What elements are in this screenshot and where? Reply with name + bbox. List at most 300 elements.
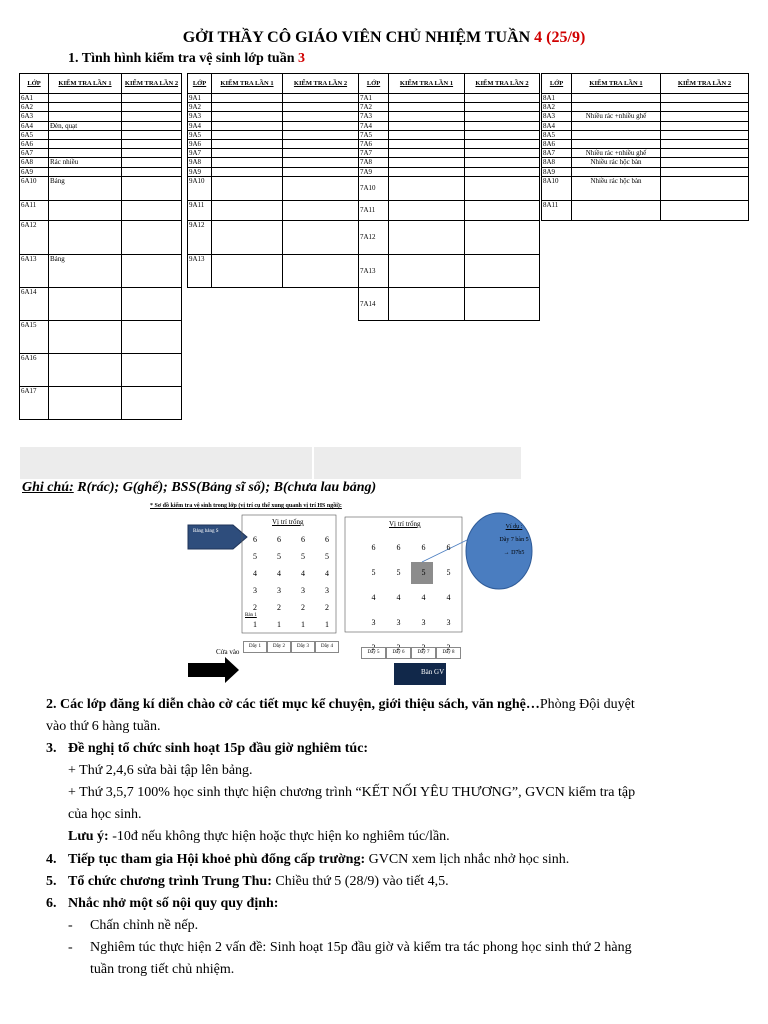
cell-lan2: [122, 158, 182, 167]
item-3-num: 3.: [46, 741, 57, 756]
item-2-rest: Phòng Đội duyệt: [539, 697, 635, 712]
table-row: [188, 139, 359, 148]
header-lop: LỚP: [188, 74, 212, 94]
item-6-b: Nghiêm túc thực hiện 2 vấn đề: Sinh hoạt 15p đầu giờ và kiểm tra tác phong học sinh thứ 2 hàng: [90, 940, 632, 955]
cell-lop: 8A9: [542, 167, 572, 176]
item-6-b2: tuần trong tiết chủ nhiệm.: [90, 962, 235, 977]
table-row: [188, 149, 359, 158]
cell-lan2: [122, 287, 182, 320]
cell-lan1: [212, 158, 283, 167]
seat-number: 3: [277, 586, 281, 595]
cell-lop: 9A7: [188, 149, 212, 158]
cell-lan2: [122, 139, 182, 148]
cell-lan2: [283, 103, 359, 112]
cell-lop: 9A9: [188, 167, 212, 176]
cell-lop: 9A1: [188, 94, 212, 103]
cell-lop: 8A1: [542, 94, 572, 103]
cell-lop: 6A10: [20, 176, 49, 200]
cell-lan2: [661, 121, 749, 130]
title-text: GỞI THẦY CÔ GIÁO VIÊN CHỦ NHIỆM TUẦN: [182, 29, 531, 46]
seat-number: 4: [277, 569, 281, 578]
seat-number: 5: [253, 552, 257, 561]
item-5-bold: Tổ chức chương trình Trung Thu:: [68, 874, 272, 889]
item-3-b: + Thứ 3,5,7 100% học sinh thực hiện chương trình “KẾT NỐI YÊU THƯƠNG”, GVCN kiểm tra tập: [68, 785, 636, 800]
table-row: [188, 158, 359, 167]
diagram-caption: * Sơ đồ kiểm tra vệ sinh trong lớp (vị trí cụ thể xung quanh vị trí HS ngồi):: [150, 503, 342, 509]
cell-lan1: [49, 320, 122, 353]
cell-lop: 6A7: [20, 149, 49, 158]
cell-lan1: [49, 386, 122, 419]
table-row: [20, 254, 182, 287]
seat-number: 4: [253, 569, 257, 578]
cell-lan1: [49, 220, 122, 254]
header-lop: LỚP: [20, 74, 49, 94]
seat-number: 5: [421, 568, 426, 577]
table-row: [359, 287, 540, 320]
item-4-rest: GVCN xem lịch nhắc nhở học sinh.: [365, 852, 570, 867]
cell-lan2: [465, 158, 540, 167]
hygiene-table-grade6: [19, 73, 182, 420]
cell-lan1: [49, 112, 122, 121]
row-label: Dãy 8: [436, 647, 461, 659]
seat-number: 3: [371, 618, 376, 627]
cell-lan1: [389, 254, 465, 287]
seat-number: 5: [301, 552, 305, 561]
hygiene-table-grade9: [187, 73, 359, 288]
cell-lan1: [49, 149, 122, 158]
cell-lan2: [465, 167, 540, 176]
cell-lan1: [389, 149, 465, 158]
cell-lop: 6A5: [20, 130, 49, 139]
item-4-num: 4.: [46, 852, 57, 867]
cell-lan2: [661, 103, 749, 112]
table-row: [359, 167, 540, 176]
cell-lan1: [572, 200, 661, 220]
table-row: [20, 320, 182, 353]
cell-lan1: Bảng: [49, 254, 122, 287]
seat-number: 5: [396, 568, 401, 577]
row-label: Dãy 4: [315, 641, 339, 653]
gray-divider: [312, 447, 314, 479]
item-6-b-dash: -: [68, 940, 73, 955]
cell-lop: 8A8: [542, 158, 572, 167]
table-row: [359, 200, 540, 220]
table-row: [359, 176, 540, 200]
header-lop: LỚP: [542, 74, 572, 94]
item-4: [46, 849, 569, 871]
row-label: Dãy 5: [361, 647, 386, 659]
table-row: [20, 220, 182, 254]
cell-lan1: [212, 103, 283, 112]
seat-number: 2: [371, 643, 376, 652]
row-label: Dãy 6: [386, 647, 411, 659]
seat-number: 6: [396, 543, 401, 552]
row-label: Dãy 2: [267, 641, 291, 653]
seat-number: 1: [277, 620, 281, 629]
cell-lan1: [572, 167, 661, 176]
cell-lan1: [49, 200, 122, 220]
section1-text: 1. Tình hình kiểm tra vệ sinh lớp tuần: [68, 51, 295, 66]
seat-number: 6: [277, 535, 281, 544]
cell-lan2: [122, 353, 182, 386]
header-lan1: KIỂM TRA LẦN 1: [212, 74, 283, 94]
table-row: [20, 121, 182, 130]
bubble-line1: Dãy 7 bàn 5: [499, 537, 529, 543]
cell-lop: 6A14: [20, 287, 49, 320]
header-lan1: KIỂM TRA LẦN 1: [572, 74, 661, 94]
cell-lan2: [122, 320, 182, 353]
cell-lop: 9A13: [188, 254, 212, 287]
cell-lop: 6A12: [20, 220, 49, 254]
cell-lan1: [212, 167, 283, 176]
table-row: [20, 200, 182, 220]
table-row: [542, 139, 749, 148]
seat-number: 4: [446, 593, 451, 602]
seat-number: 6: [301, 535, 305, 544]
legend-note: [22, 480, 376, 496]
cell-lop: 7A4: [359, 121, 389, 130]
cell-lan1: Nhiều rác +nhiều ghế: [572, 149, 661, 158]
cell-lan2: [465, 103, 540, 112]
cell-lan2: [283, 112, 359, 121]
cell-lop: 7A13: [359, 254, 389, 287]
door-label: Cửa vào: [216, 648, 240, 656]
seat-number: 5: [325, 552, 329, 561]
cell-lop: 8A2: [542, 103, 572, 112]
table-row: [188, 94, 359, 103]
cell-lan2: [465, 220, 540, 254]
seat-number: 1: [253, 620, 257, 629]
cell-lop: 7A8: [359, 158, 389, 167]
cell-lop: 7A1: [359, 94, 389, 103]
cell-lop: 8A5: [542, 130, 572, 139]
gray-bar: [20, 447, 521, 479]
table-row: [359, 112, 540, 121]
cell-lop: 6A15: [20, 320, 49, 353]
cell-lan1: [212, 139, 283, 148]
page-title: [0, 29, 768, 47]
table-row: [542, 130, 749, 139]
cell-lan2: [661, 200, 749, 220]
board-label: Bảng bảng S: [193, 529, 219, 534]
cell-lop: 6A1: [20, 94, 49, 103]
cell-lan1: [572, 130, 661, 139]
seat-number: 6: [446, 543, 451, 552]
cell-lop: 7A6: [359, 139, 389, 148]
table-row: [359, 103, 540, 112]
cell-lop: 7A7: [359, 149, 389, 158]
cell-lan2: [122, 167, 182, 176]
cell-lan1: Nhiều rác hộc bàn: [572, 158, 661, 167]
cell-lan2: [465, 254, 540, 287]
cell-lop: 6A17: [20, 386, 49, 419]
cell-lan1: [572, 121, 661, 130]
cell-lan2: [122, 121, 182, 130]
cell-lan2: [465, 139, 540, 148]
cell-lan2: [661, 94, 749, 103]
cell-lan2: [465, 121, 540, 130]
cell-lan2: [661, 167, 749, 176]
bubble-line2: → D7b5: [503, 550, 525, 556]
cell-lop: 8A11: [542, 200, 572, 220]
cell-lop: 9A11: [188, 200, 212, 220]
cell-lan1: Rác nhiều: [49, 158, 122, 167]
table-row: [359, 220, 540, 254]
cell-lop: 9A2: [188, 103, 212, 112]
cell-lan2: [283, 254, 359, 287]
cell-lan1: [212, 254, 283, 287]
table-row: [20, 386, 182, 419]
section1-heading: [68, 51, 305, 67]
table-row: [20, 167, 182, 176]
bubble-text: [481, 524, 547, 556]
cell-lan2: [283, 158, 359, 167]
cell-lop: 7A14: [359, 287, 389, 320]
cell-lan1: [49, 94, 122, 103]
cell-lan2: [122, 103, 182, 112]
cell-lan1: [389, 167, 465, 176]
table-row: [542, 167, 749, 176]
cell-lan2: [661, 139, 749, 148]
cell-lop: 6A2: [20, 103, 49, 112]
cell-lan2: [122, 254, 182, 287]
row-label: Dãy 1: [243, 641, 267, 653]
seat-number: 4: [325, 569, 329, 578]
cell-lop: 6A8: [20, 158, 49, 167]
cell-lan2: [661, 130, 749, 139]
item-3-bold: Đề nghị tổ chức sinh hoạt 15p đầu giờ nghiêm túc:: [68, 741, 369, 756]
table-row: [188, 176, 359, 200]
cell-lan1: [389, 176, 465, 200]
bubble-title: Ví dụ :: [505, 524, 523, 530]
cell-lan1: Nhiều rác hộc bàn: [572, 176, 661, 200]
cell-lop: 9A10: [188, 176, 212, 200]
header-lan2: KIỂM TRA LẦN 2: [283, 74, 359, 94]
seat-number: 2: [301, 603, 305, 612]
table-row: [20, 158, 182, 167]
seat-number: 2: [396, 643, 401, 652]
item-6-a-dash: -: [68, 918, 73, 933]
cell-lop: 7A12: [359, 220, 389, 254]
seat-number: 6: [371, 543, 376, 552]
cell-lan1: [49, 139, 122, 148]
table-row: [188, 167, 359, 176]
cell-lop: 6A3: [20, 112, 49, 121]
seat-number: 2: [421, 643, 426, 652]
header-lan1: KIỂM TRA LẦN 1: [389, 74, 465, 94]
cell-lan1: [49, 130, 122, 139]
seat-number: 5: [446, 568, 451, 577]
seat-number: 4: [371, 593, 376, 602]
header-lan2: KIỂM TRA LẦN 2: [661, 74, 749, 94]
cell-lan2: [465, 176, 540, 200]
cell-lan2: [122, 112, 182, 121]
cell-lan1: [389, 103, 465, 112]
seat-number: 1: [301, 620, 305, 629]
seat-number: 2: [446, 643, 451, 652]
item-5: [46, 871, 449, 893]
item-3-note: [68, 826, 450, 848]
cell-lop: 9A12: [188, 220, 212, 254]
cell-lop: 8A7: [542, 149, 572, 158]
cell-lan2: [283, 121, 359, 130]
cell-lan2: [122, 130, 182, 139]
cell-lan1: [389, 200, 465, 220]
seat-number: 1: [325, 620, 329, 629]
table-row: [188, 103, 359, 112]
table-row: [359, 121, 540, 130]
cell-lop: 8A6: [542, 139, 572, 148]
cell-lan1: [49, 287, 122, 320]
cell-lan2: [122, 220, 182, 254]
cell-lan1: [572, 103, 661, 112]
item-6-a: Chấn chỉnh nề nếp.: [90, 918, 199, 933]
table-row: [188, 121, 359, 130]
cell-lan2: [465, 200, 540, 220]
cell-lan1: [212, 112, 283, 121]
cell-lan1: [389, 94, 465, 103]
section1-week: 3: [298, 51, 306, 66]
cell-lan2: [283, 200, 359, 220]
cell-lan2: [661, 112, 749, 121]
item-6-num: 6.: [46, 896, 57, 911]
seat-number: 6: [253, 535, 257, 544]
cell-lan1: [212, 130, 283, 139]
cell-lan2: [661, 158, 749, 167]
item-4-bold: Tiếp tục tham gia Hội khoẻ phù đổng cấp trường:: [68, 852, 366, 867]
cell-lan1: [49, 353, 122, 386]
seat-number: 2: [253, 603, 257, 612]
item-5-rest: Chiều thứ 5 (28/9) vào tiết 4,5.: [271, 874, 449, 889]
seat-number: 3: [301, 586, 305, 595]
cell-lan1: Đèn, quạt: [49, 121, 122, 130]
cell-lan2: [465, 112, 540, 121]
table-row: [20, 287, 182, 320]
table-row: [20, 139, 182, 148]
table-row: [542, 200, 749, 220]
cell-lan1: [212, 220, 283, 254]
seat-number: 3: [421, 618, 426, 627]
cell-lan2: [283, 220, 359, 254]
table-row: [20, 149, 182, 158]
seat-number: 3: [325, 586, 329, 595]
door-arrow-icon: [188, 657, 239, 683]
cell-lop: 6A16: [20, 353, 49, 386]
table-row: [542, 121, 749, 130]
seat-number: 3: [396, 618, 401, 627]
row-label: Dãy 7: [411, 647, 436, 659]
cell-lan1: [389, 158, 465, 167]
cell-lan1: [389, 220, 465, 254]
table-row: [542, 94, 749, 103]
seat-number: 2: [325, 603, 329, 612]
table-row: [188, 112, 359, 121]
cell-lan2: [283, 149, 359, 158]
title-week: 4: [534, 29, 543, 46]
cell-lop: 6A9: [20, 167, 49, 176]
item-6-bold: Nhắc nhở một số nội quy quy định:: [68, 896, 279, 911]
cell-lop: 7A10: [359, 176, 389, 200]
cell-lan2: [465, 149, 540, 158]
table-row: [359, 94, 540, 103]
cell-lan1: [389, 130, 465, 139]
seat-number: 3: [253, 586, 257, 595]
cell-lan2: [283, 130, 359, 139]
cell-lan1: [389, 287, 465, 320]
table-row: [542, 158, 749, 167]
item-2-line2: vào thứ 6 hàng tuần.: [46, 719, 161, 734]
row1-label: Bàn 1: [245, 613, 257, 618]
legend-text: R(rác); G(ghế); BSS(Bảng sĩ số); B(chưa lau bảng): [73, 480, 377, 495]
cell-lop: 6A6: [20, 139, 49, 148]
table-row: [542, 176, 749, 200]
seat-number: 4: [301, 569, 305, 578]
header-lan1: KIỂM TRA LẦN 1: [49, 74, 122, 94]
header-lan2: KIỂM TRA LẦN 2: [465, 74, 540, 94]
hygiene-table-grade7: [358, 73, 540, 321]
cell-lan1: [389, 139, 465, 148]
table-row: [188, 254, 359, 287]
item-3-a: + Thứ 2,4,6 sửa bài tập lên bảng.: [68, 763, 253, 778]
seat-number: 2: [277, 603, 281, 612]
cell-lop: 7A9: [359, 167, 389, 176]
table-row: [359, 130, 540, 139]
cell-lop: 8A3: [542, 112, 572, 121]
cell-lan1: [389, 112, 465, 121]
item-6: [46, 893, 278, 915]
right-empty-title: Vị trí trống: [389, 520, 421, 528]
cell-lan2: [283, 167, 359, 176]
cell-lop: 6A11: [20, 200, 49, 220]
cell-lan1: [389, 121, 465, 130]
item-3-note-text: -10đ nếu không thực hiện hoặc thực hiện ko nghiêm túc/lần.: [108, 829, 450, 844]
seat-number: 4: [396, 593, 401, 602]
seat-number: 6: [421, 543, 426, 552]
cell-lan2: [283, 176, 359, 200]
cell-lan2: [283, 94, 359, 103]
cell-lop: 6A4: [20, 121, 49, 130]
cell-lan2: [122, 386, 182, 419]
cell-lop: 8A4: [542, 121, 572, 130]
cell-lop: 8A10: [542, 176, 572, 200]
seat-number: 3: [446, 618, 451, 627]
cell-lan2: [661, 149, 749, 158]
table-row: [20, 112, 182, 121]
cell-lan2: [661, 176, 749, 200]
seat-number: 4: [421, 593, 426, 602]
table-row: [188, 130, 359, 139]
title-date: (25/9): [546, 29, 586, 46]
cell-lop: 7A3: [359, 112, 389, 121]
teacher-desk-label: Bàn GV: [421, 668, 445, 676]
cell-lan2: [122, 200, 182, 220]
table-row: [359, 254, 540, 287]
cell-lan1: [212, 121, 283, 130]
seat-number: 5: [277, 552, 281, 561]
table-row: [20, 176, 182, 200]
table-row: [20, 130, 182, 139]
cell-lan2: [283, 139, 359, 148]
cell-lop: 7A11: [359, 200, 389, 220]
item-2-bold: 2. Các lớp đăng kí diễn chào cờ các tiết mục kể chuyện, giới thiệu sách, văn nghệ…: [46, 697, 540, 712]
cell-lan1: [49, 167, 122, 176]
cell-lan2: [465, 94, 540, 103]
cell-lop: 6A13: [20, 254, 49, 287]
cell-lan1: [49, 103, 122, 112]
cell-lan1: [572, 94, 661, 103]
header-lop: LỚP: [359, 74, 389, 94]
table-row: [359, 158, 540, 167]
